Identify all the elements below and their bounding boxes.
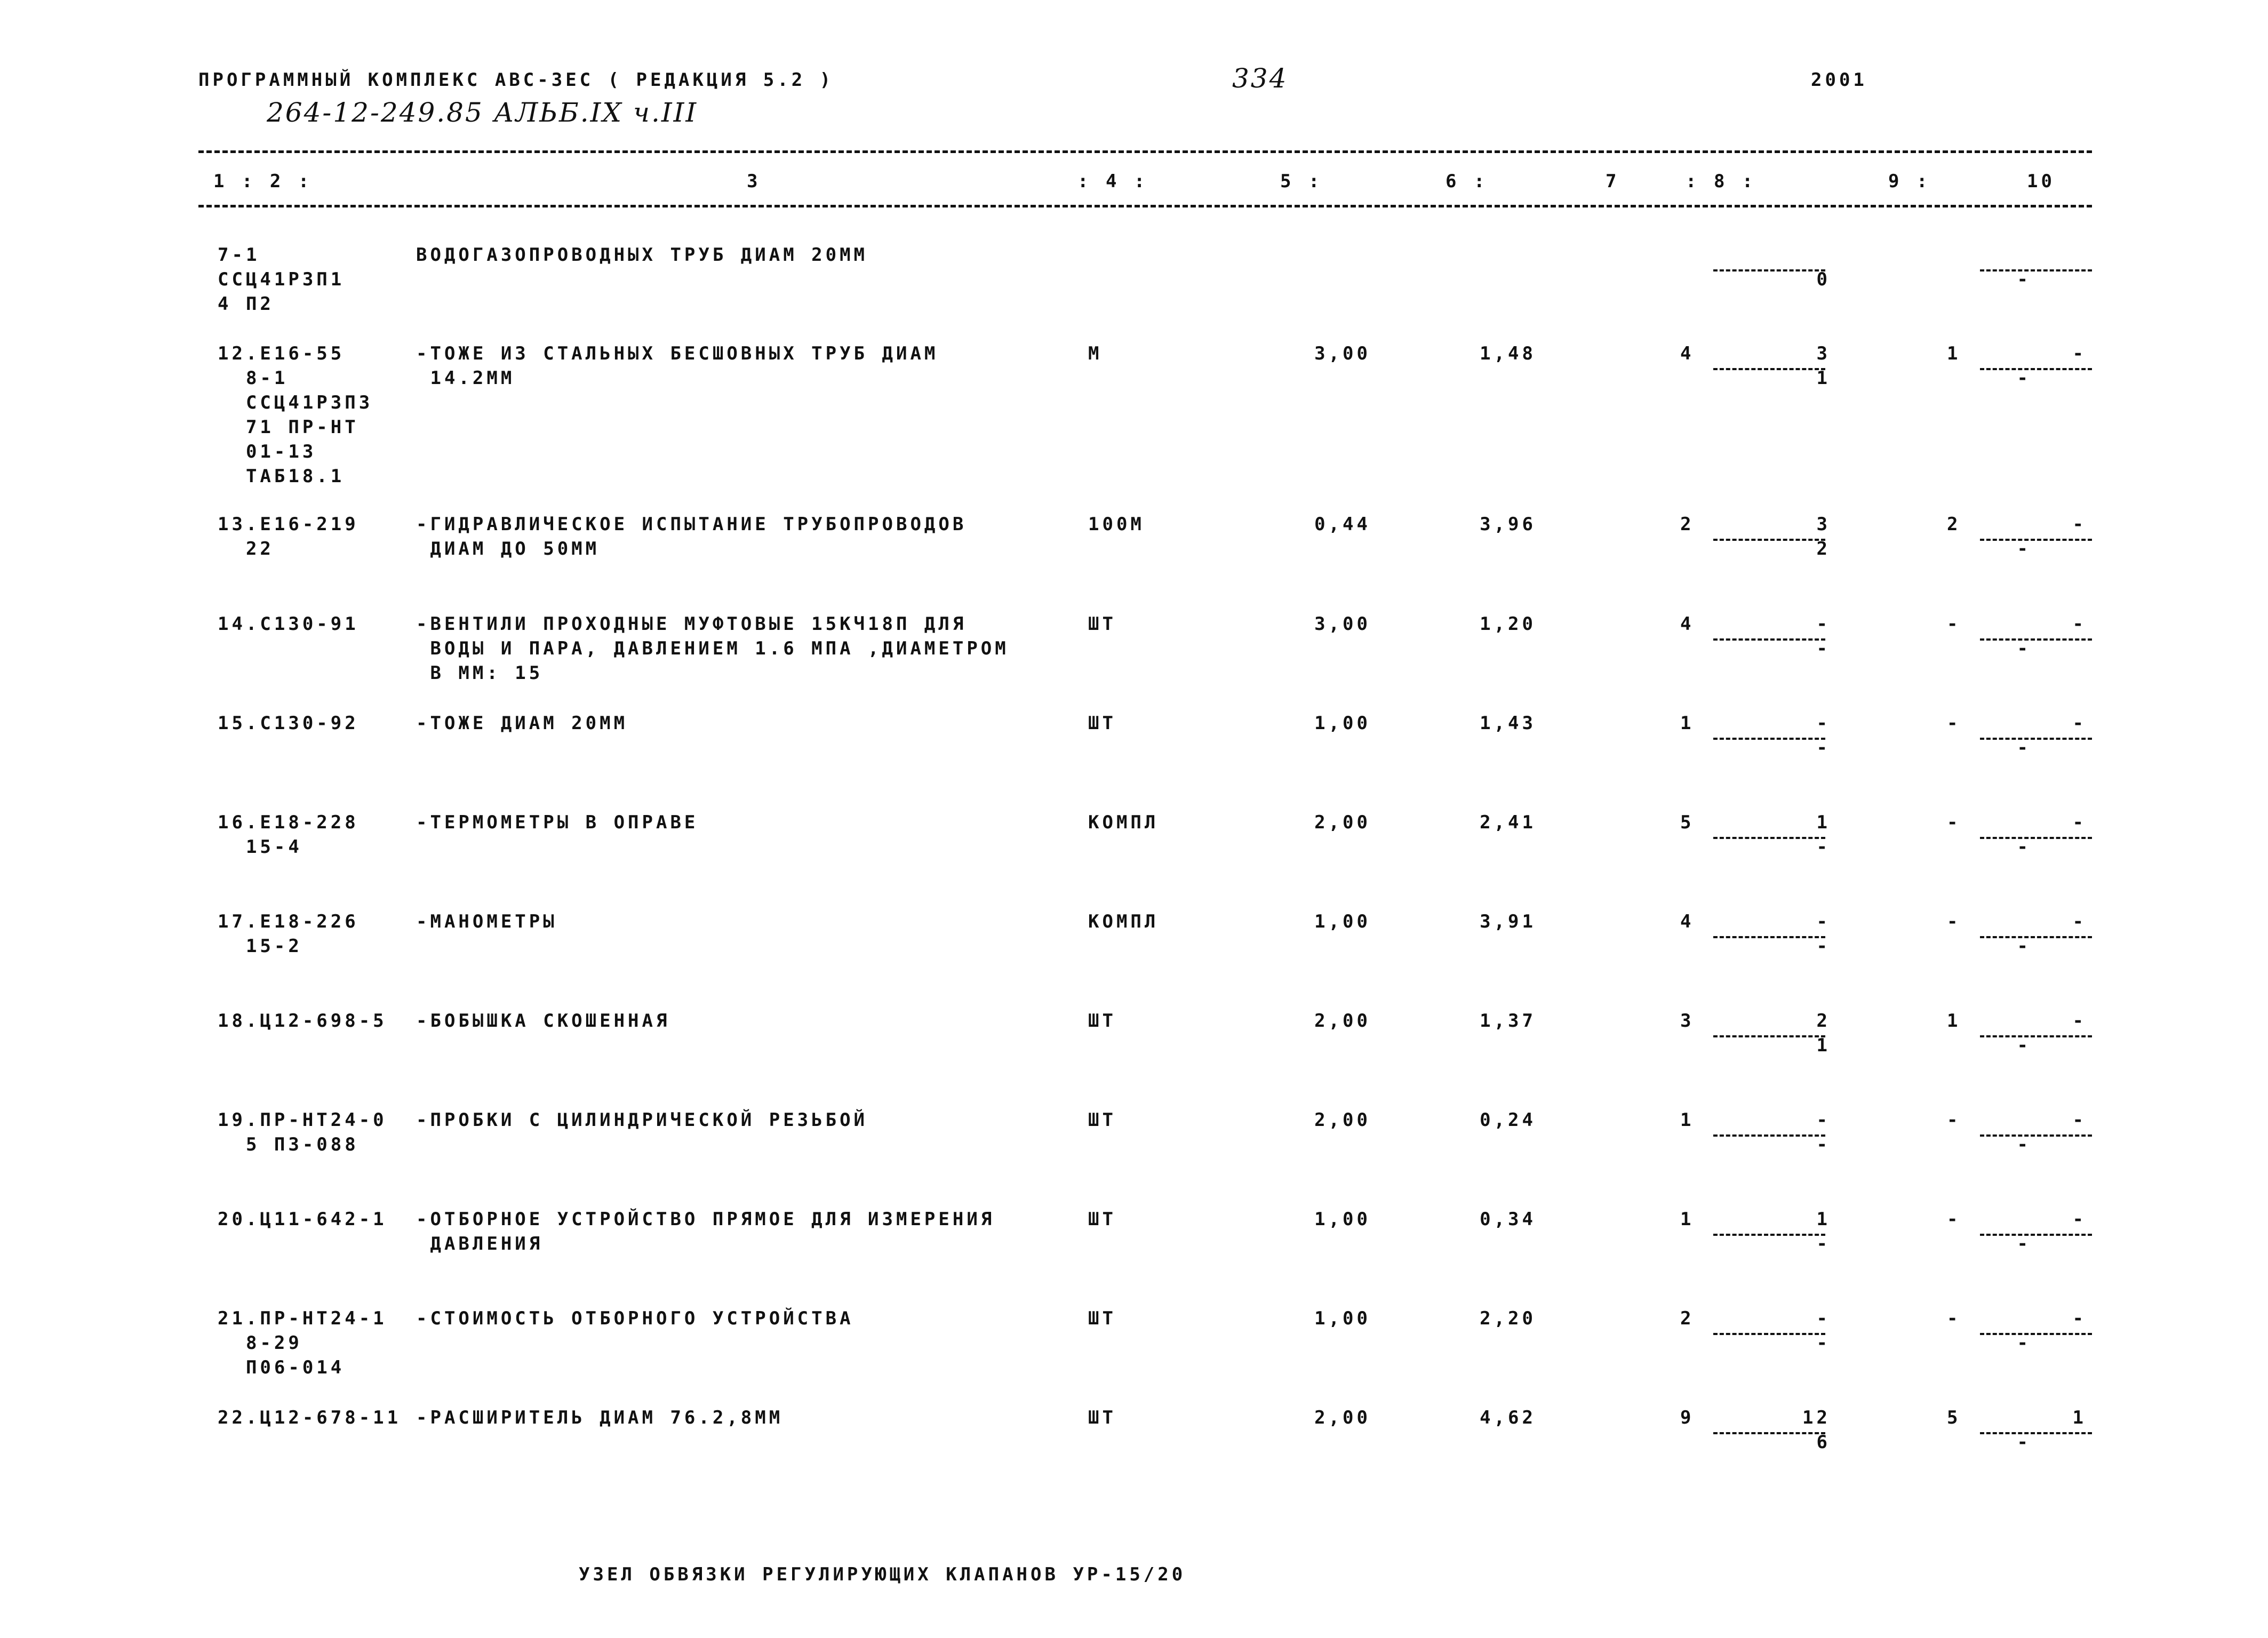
col-header-1-2: 1 : 2 : <box>213 171 313 192</box>
row-col10-top: - <box>2072 1010 2087 1032</box>
row-unit-price: 2,20 <box>1480 1308 1536 1329</box>
col-header-5: 5 : <box>1280 171 1323 192</box>
row-quantity: 2,00 <box>1314 1109 1371 1131</box>
row-col9: - <box>1947 911 1961 932</box>
row-quantity: 2,00 <box>1314 1010 1371 1032</box>
footer-caption: УЗЕЛ ОБВЯЗКИ РЕГУЛИРУЮЩИХ КЛАПАНОВ УР-15/20 <box>579 1564 1186 1585</box>
row-col9: 1 <box>1947 343 1961 364</box>
row-unit-price: 4,62 <box>1480 1407 1536 1428</box>
row-unit: ШТ <box>1088 1209 1116 1230</box>
row-unit-price: 1,48 <box>1480 343 1536 364</box>
row-col8-bottom: - <box>1816 737 1831 758</box>
row-description: -ПРОБКИ С ЦИЛИНДРИЧЕСКОЙ РЕЗЬБОЙ <box>416 1109 868 1131</box>
row-code: 13.Е16-219 22 <box>218 514 359 560</box>
row-quantity: 1,00 <box>1314 1209 1371 1230</box>
row-col9: 1 <box>1947 1010 1961 1032</box>
row-quantity: 1,00 <box>1314 1308 1371 1329</box>
row-col10-bottom: - <box>2017 1035 2031 1056</box>
row-col10-bottom: - <box>2017 269 2031 290</box>
row-col9: 2 <box>1947 514 1961 535</box>
row-col8-bottom: 0 <box>1816 269 1831 290</box>
row-unit-price: 3,96 <box>1480 514 1536 535</box>
col-header-3: 3 <box>747 171 761 192</box>
row-col8-top: 1 <box>1816 812 1831 833</box>
row-col9: - <box>1947 613 1961 635</box>
row-col8-top: - <box>1816 1109 1831 1131</box>
header-rule-top <box>198 150 2092 153</box>
row-col7: 1 <box>1680 1109 1695 1131</box>
row-code: 17.Е18-226 15-2 <box>218 911 359 957</box>
row-description: -ГИДРАВЛИЧЕСКОЕ ИСПЫТАНИЕ ТРУБОПРОВОДОВ ДИАМ ДО 50ММ <box>416 514 967 560</box>
row-code: 16.Е18-228 15-4 <box>218 812 359 858</box>
row-quantity: 0,44 <box>1314 514 1371 535</box>
row-description: -ВЕНТИЛИ ПРОХОДНЫЕ МУФТОВЫЕ 15КЧ18П ДЛЯ ВОДЫ И ПАРА, ДАВЛЕНИЕМ 1.6 МПА ,ДИАМЕТРОМ В ММ: 15 <box>416 613 1009 684</box>
row-col10-top: - <box>2072 1209 2087 1230</box>
row-col8-top: 12 <box>1802 1407 1831 1428</box>
row-col7: 2 <box>1680 514 1695 535</box>
row-col8-bottom: 2 <box>1816 538 1831 560</box>
col-header-10: 10 <box>2027 171 2055 192</box>
row-col7: 4 <box>1680 613 1695 635</box>
row-description: -ТОЖЕ ДИАМ 20ММ <box>416 713 628 734</box>
col-header-6: 6 : <box>1446 171 1488 192</box>
row-description: -БОБЫШКА СКОШЕННАЯ <box>416 1010 670 1032</box>
row-unit: КОМПЛ <box>1088 911 1159 932</box>
row-col8-bottom: - <box>1816 1134 1831 1155</box>
row-quantity: 1,00 <box>1314 713 1371 734</box>
row-code: 19.ПР-НТ24-0 5 П3-088 <box>218 1109 387 1155</box>
row-col7: 9 <box>1680 1407 1695 1428</box>
row-col10-bottom: - <box>2017 1233 2031 1255</box>
row-description: -СТОИМОСТЬ ОТБОРНОГО УСТРОЙСТВА <box>416 1308 854 1329</box>
row-col10-bottom: - <box>2017 638 2031 659</box>
col-header-8: : 8 : <box>1686 171 1756 192</box>
row-code: 22.Ц12-678-11 <box>218 1407 402 1428</box>
col-header-4: : 4 : <box>1077 171 1148 192</box>
row-col7: 1 <box>1680 713 1695 734</box>
row-unit-price: 2,41 <box>1480 812 1536 833</box>
row-unit-price: 1,37 <box>1480 1010 1536 1032</box>
row-unit-price: 1,43 <box>1480 713 1536 734</box>
row-col10-top: - <box>2072 911 2087 932</box>
row-col10-top: - <box>2072 1109 2087 1131</box>
row-col8-top: 1 <box>1816 1209 1831 1230</box>
row-code: 18.Ц12-698-5 <box>218 1010 387 1032</box>
col-header-9: 9 : <box>1888 171 1931 192</box>
row-col10-bottom: - <box>2017 1134 2031 1155</box>
row-quantity: 3,00 <box>1314 343 1371 364</box>
row-col10-bottom: - <box>2017 367 2031 389</box>
row-col10-top: - <box>2072 343 2087 364</box>
row-col9: 5 <box>1947 1407 1961 1428</box>
row-unit-price: 3,91 <box>1480 911 1536 932</box>
row-col10-top: - <box>2072 514 2087 535</box>
row-unit: М <box>1088 343 1103 364</box>
row-col8-top: 3 <box>1816 514 1831 535</box>
row-col9: - <box>1947 713 1961 734</box>
header-rule-bottom <box>198 205 2092 207</box>
row-col7: 1 <box>1680 1209 1695 1230</box>
row-col8-bottom: - <box>1816 936 1831 957</box>
row-col9: - <box>1947 1109 1961 1131</box>
row-col8-bottom: - <box>1816 638 1831 659</box>
row-unit: ШТ <box>1088 613 1116 635</box>
row-col7: 2 <box>1680 1308 1695 1329</box>
row-code: 15.С130-92 <box>218 713 359 734</box>
row-col9: - <box>1947 812 1961 833</box>
row-col8-bottom: 1 <box>1816 1035 1831 1056</box>
row-col8-bottom: 1 <box>1816 367 1831 389</box>
row-quantity: 2,00 <box>1314 1407 1371 1428</box>
row-unit: КОМПЛ <box>1088 812 1159 833</box>
row-col10-top: - <box>2072 812 2087 833</box>
row-col10-bottom: - <box>2017 1432 2031 1453</box>
year: 2001 <box>1811 69 1867 91</box>
row-col10-bottom: - <box>2017 1332 2031 1354</box>
row-unit: ШТ <box>1088 1109 1116 1131</box>
row-description: -ОТБОРНОЕ УСТРОЙСТВО ПРЯМОЕ ДЛЯ ИЗМЕРЕНИЯ ДАВЛЕНИЯ <box>416 1209 995 1255</box>
row-code: 20.Ц11-642-1 <box>218 1209 387 1230</box>
row-col8-top: - <box>1816 911 1831 932</box>
row-col8-top: - <box>1816 613 1831 635</box>
row-col8-bottom: - <box>1816 1233 1831 1255</box>
row-unit: ШТ <box>1088 713 1116 734</box>
row-col8-top: - <box>1816 1308 1831 1329</box>
row-col7: 5 <box>1680 812 1695 833</box>
row-quantity: 3,00 <box>1314 613 1371 635</box>
row-unit-price: 0,34 <box>1480 1209 1536 1230</box>
col-header-7: 7 <box>1606 171 1620 192</box>
row-unit-price: 1,20 <box>1480 613 1536 635</box>
row-quantity: 2,00 <box>1314 812 1371 833</box>
row-description: -ТОЖЕ ИЗ СТАЛЬНЫХ БЕСШОВНЫХ ТРУБ ДИАМ 14.2ММ <box>416 343 939 389</box>
row-unit: ШТ <box>1088 1010 1116 1032</box>
row-col8-top: 3 <box>1816 343 1831 364</box>
row-col10-top: - <box>2072 613 2087 635</box>
row-description: ВОДОГАЗОПРОВОДНЫХ ТРУБ ДИАМ 20ММ <box>416 244 868 266</box>
row-quantity: 1,00 <box>1314 911 1371 932</box>
row-col8-bottom: - <box>1816 836 1831 858</box>
row-col7: 4 <box>1680 343 1695 364</box>
row-code: 21.ПР-НТ24-1 8-29 П06-014 <box>218 1308 387 1378</box>
row-description: -МАНОМЕТРЫ <box>416 911 557 932</box>
row-col10-top: - <box>2072 713 2087 734</box>
row-unit: 100М <box>1088 514 1145 535</box>
row-col10-top: 1 <box>2072 1407 2087 1428</box>
handwritten-reference: 264-12-249.85 АЛЬБ.IX ч.III <box>267 97 698 128</box>
row-col9: - <box>1947 1209 1961 1230</box>
row-col10-bottom: - <box>2017 836 2031 858</box>
row-code: 12.Е16-55 8-1 ССЦ41Р3П3 71 ПР-НТ 01-13 ТАБ18.1 <box>218 343 373 487</box>
row-col9: - <box>1947 1308 1961 1329</box>
program-title: ПРОГРАММНЫЙ КОМПЛЕКС АВС-3ЕС ( РЕДАКЦИЯ 5.2 ) <box>198 69 834 91</box>
row-col7: 3 <box>1680 1010 1695 1032</box>
row-col10-bottom: - <box>2017 737 2031 758</box>
row-col10-bottom: - <box>2017 936 2031 957</box>
row-code: 7-1 ССЦ41Р3П1 4 П2 <box>218 244 345 315</box>
row-col8-bottom: 6 <box>1816 1432 1831 1453</box>
row-col10-top: - <box>2072 1308 2087 1329</box>
row-col8-top: - <box>1816 713 1831 734</box>
row-unit: ШТ <box>1088 1308 1116 1329</box>
row-col8-bottom: - <box>1816 1332 1831 1354</box>
row-description: -РАСШИРИТЕЛЬ ДИАМ 76.2,8ММ <box>416 1407 784 1428</box>
row-unit: ШТ <box>1088 1407 1116 1428</box>
row-description: -ТЕРМОМЕТРЫ В ОПРАВЕ <box>416 812 699 833</box>
row-col7: 4 <box>1680 911 1695 932</box>
row-unit-price: 0,24 <box>1480 1109 1536 1131</box>
row-col8-top: 2 <box>1816 1010 1831 1032</box>
row-col10-bottom: - <box>2017 538 2031 560</box>
page-number: 334 <box>1232 63 1288 94</box>
row-code: 14.С130-91 <box>218 613 359 635</box>
